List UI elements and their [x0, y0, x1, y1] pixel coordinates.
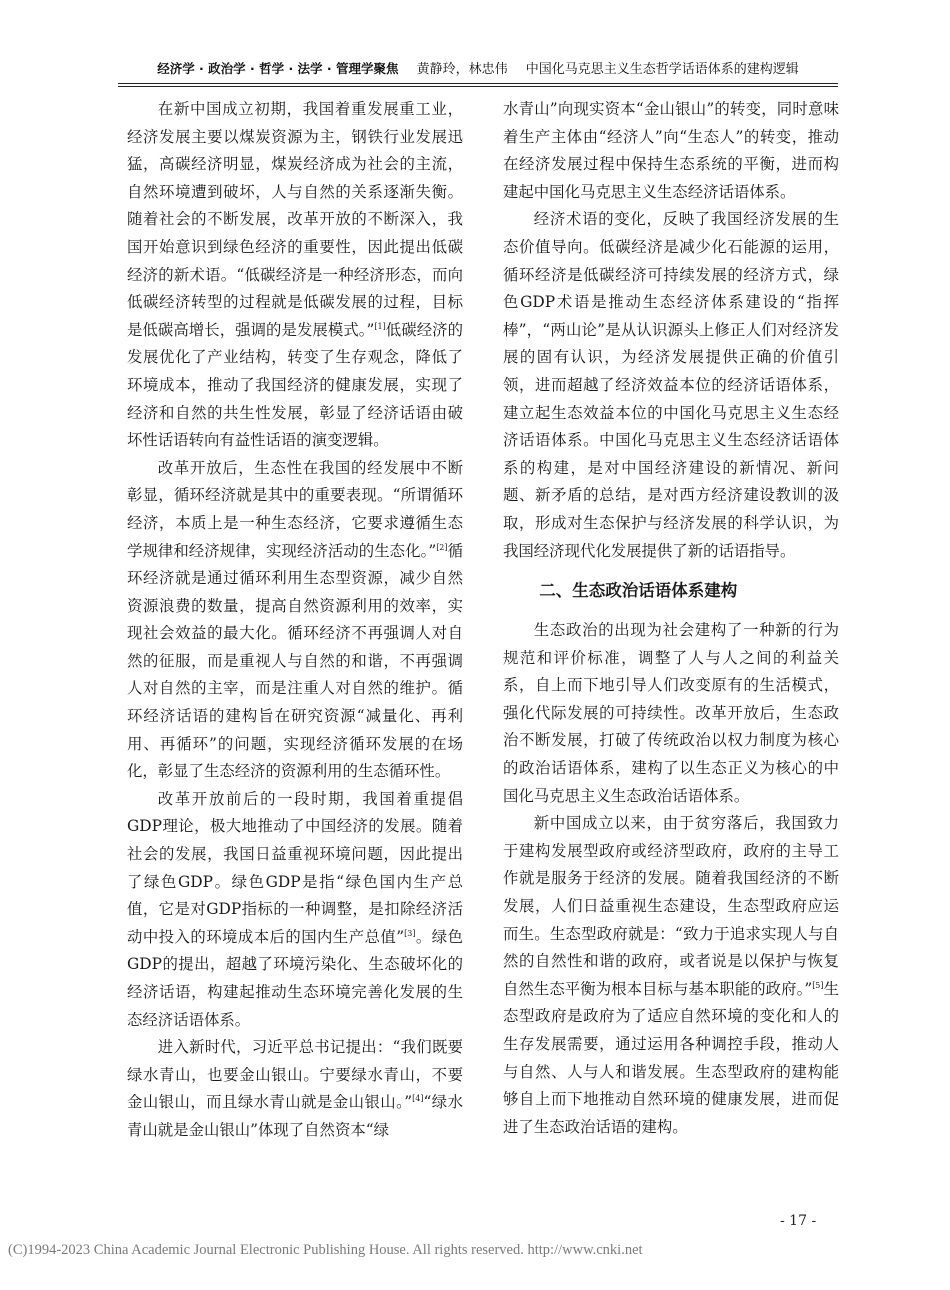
citation-ref: [5] [812, 980, 824, 990]
citation-ref: [1] [374, 321, 386, 331]
paragraph-continuation: 水青山”向现实资本“金山银山”的转变，同时意味着生产主体由“经济人”向“生态人”的转变，推动在经济发展过程中保持生态系统的平衡，进而构建起中国化马克思主义生态经济话语体系。 [503, 100, 839, 201]
citation-ref: [3] [404, 928, 416, 938]
right-column [503, 96, 839, 1141]
header-rule-bottom [118, 86, 838, 87]
journal-section: 经济学 · 政治学 · 哲学 · 法学 · 管理学聚焦 [157, 61, 399, 76]
paragraph-low-carbon: 在新中国成立初期，我国着重发展重工业，经济发展主要以煤炭资源为主，钢铁行业发展迅猛，高碳经济明显，煤炭经济成为社会的主流，自然环境遭到破坏，人与自然的关系逐渐失衡。随着社会的不断发展，改革开放的不断深入，我国开始意识到绿色经济的重要性，因此提出低碳经济的新术语。“低碳经济是一种经济形态，而向低碳经济转型的过程就是低碳发展的过程，目标是低碳高增长，强调的是发展模式。”[1]低碳经济的发展优化了产业结构，转变了生存观念，降低了环境成本，推动了我国经济的健康发展，实现了经济和自然的共生性发展，彰显了经济话语由破坏性话语转向有益性话语的演变逻辑。 [127, 100, 463, 450]
paragraph-economic-terms: 经济术语的变化，反映了我国经济发展的生态价值导向。低碳经济是减少化石能源的运用，循环经济是低碳经济可持续发展的经济方式，绿色GDP术语是推动生态经济体系建设的“指挥棒”，“两山论”是从认识源头上修正人们对经济发展的固有认识，为经济发展提供正确的价值引领，进而超越了经济效益本位的经济话语体系，建立起生态效益本位的中国化马克思主义生态经济话语体系。中国化马克思主义生态经济话语体系的构建，是对中国经济建设的新情况、新问题、新矛盾的总结，是对西方经济建设教训的汲取，形成对生态保护与经济发展的科学认识，为我国经济现代化发展提供了新的话语指导。 [503, 210, 839, 560]
article-title: 中国化马克思主义生态哲学话语体系的建构逻辑 [525, 62, 799, 77]
running-header [118, 60, 838, 79]
paragraph-ecological-politics: 生态政治的出现为社会建构了一种新的行为规范和评价标准，调整了人与人之间的利益关系，自上而下地引导人们改变原有的生活模式，强化代际发展的可持续性。改革开放后，生态政治不断发展，打破了传统政治以权力制度为核心的政治话语体系，建构了以生态正义为核心的中国化马克思主义生态政治话语体系。 [503, 621, 839, 805]
section-heading: 二、生态政治话语体系建构 [539, 581, 738, 601]
header-rule-top [118, 83, 838, 84]
page-number: - 17 - [780, 1213, 817, 1229]
article-authors: 黄静玲，林忠伟 [416, 62, 508, 77]
copyright-footer: (C)1994-2023 China Academic Journal Electronic Publishing House. All rights reserved. http://www.cnki.net [8, 1242, 643, 1258]
left-column [127, 96, 463, 1145]
paragraph-circular-economy: 改革开放后，生态性在我国的经发展中不断彰显，循环经济就是其中的重要表现。“所谓循环经济，本质上是一种生态经济，它要求遵循生态学规律和经济规律，实现经济活动的生态化。”[2]循环经济就是通过循环利用生态型资源，减少自然资源浪费的数量，提高自然资源利用的效率，实现社会效益的最大化。循环经济不再强调人对自然的征服，而是重视人与自然的和谐，不再强调人对自然的主宰，而是注重人对自然的维护。循环经济话语的建构旨在研究资源“减量化、再利用、再循环”的问题，实现经济循环发展的在场化，彰显了生态经济的资源利用的生态循环性。 [127, 458, 463, 781]
citation-ref: [4] [412, 1094, 424, 1104]
paragraph-green-gdp: 改革开放前后的一段时期，我国着重提倡GDP理论，极大地推动了中国经济的发展。随着社会的发展，我国日益重视环境问题，因此提出了绿色GDP。绿色GDP是指“绿色国内生产总值，它是对GDP指标的一种调整，是扣除经济活动中投入的环境成本后的国内生产总值”[3]。绿色GDP的提出，超越了环境污染化、生态破坏化的经济话语，构建起推动生态环境完善化发展的生态经济话语体系。 [127, 789, 463, 1029]
citation-ref: [2] [436, 542, 448, 552]
paragraph-ecological-government: 新中国成立以来，由于贫穷落后，我国致力于建构发展型政府或经济型政府，政府的主导工作就是服务于经济的发展。随着我国经济的不断发展，人们日益重视生态建设，生态型政府应运而生。生态型政府就是：“致力于追求实现人与自然的自然性和谐的政府，或者说是以保护与恢复自然生态平衡为根本目标与基本职能的政府。”[5]生态型政府是政府为了适应自然环境的变化和人的生存发展需要，通过运用各种调控手段，推动人与自然、人与人和谐发展。生态型政府的建构能够自上而下地推动自然环境的健康发展，进而促进了生态政治话语的建构。 [503, 814, 839, 1136]
paragraph-new-era: 进入新时代，习近平总书记提出：“我们既要绿水青山，也要金山银山。宁要绿水青山，不要金山银山，而且绿水青山就是金山银山。”[4]“绿水青山就是金山银山”体现了自然资本“绿 [127, 1038, 463, 1139]
